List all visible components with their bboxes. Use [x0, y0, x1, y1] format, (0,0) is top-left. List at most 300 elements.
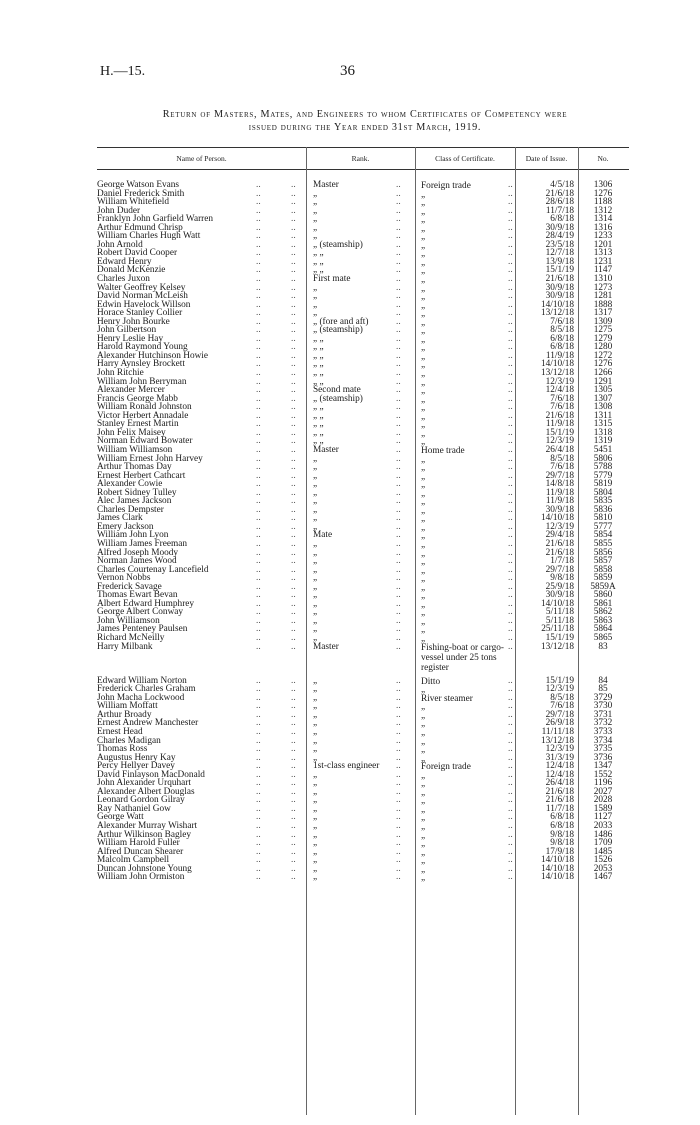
- rank-cell: „ „: [313, 350, 324, 361]
- certificate-number-cell: 1309: [593, 316, 613, 327]
- leader-dots: ..: [396, 291, 401, 302]
- certificate-number-cell: 5810: [593, 513, 613, 524]
- leader-dots: ..: [396, 265, 401, 276]
- person-name: John Felix Maisey: [97, 427, 166, 438]
- date-of-issue-cell: 14/10/18: [540, 872, 574, 883]
- leader-dots: ..: [508, 496, 513, 507]
- certificate-number-cell: 5862: [593, 607, 613, 618]
- leader-dots: ..: [291, 744, 296, 755]
- date-of-issue-cell: 29/7/18: [545, 564, 574, 575]
- rank-cell: „ „: [313, 359, 324, 370]
- certificate-class-cell: „: [421, 864, 426, 875]
- certificate-class-cell: „: [421, 360, 426, 371]
- certificate-class-cell: „: [421, 292, 426, 303]
- certificate-class-cell: Ditto: [421, 676, 441, 687]
- person-name: Edwin Havelock Willson: [97, 299, 191, 310]
- certificate-class-cell: „: [421, 317, 426, 328]
- leader-dots: ..: [508, 838, 513, 849]
- leader-dots: ..: [508, 752, 513, 763]
- leader-dots: ..: [508, 521, 513, 532]
- person-name: William Williamson: [97, 444, 173, 455]
- certificate-class-cell: „: [421, 275, 426, 286]
- leader-dots: ..: [508, 872, 513, 883]
- person-name: Alexander Hutchinson Howie: [97, 350, 209, 361]
- rank-cell: „: [313, 496, 318, 507]
- rank-cell: „ „: [313, 342, 324, 353]
- person-name: Charles Dempster: [97, 504, 164, 515]
- leader-dots: ..: [291, 205, 296, 216]
- leader-dots: ..: [396, 479, 401, 490]
- leader-dots: ..: [291, 350, 296, 361]
- leader-dots: ..: [508, 350, 513, 361]
- leader-dots: ..: [508, 504, 513, 515]
- rank-cell: „: [313, 556, 318, 567]
- certificate-number-cell: 1315: [593, 419, 613, 430]
- leader-dots: ..: [396, 316, 401, 327]
- rank-cell: „: [313, 718, 318, 729]
- date-of-issue-cell: 12/3/19: [545, 376, 574, 387]
- leader-dots: ..: [256, 786, 261, 797]
- certificate-number-cell: 1552: [593, 769, 613, 780]
- certificate-number-cell: 5779: [593, 470, 613, 481]
- leader-dots: ..: [291, 325, 296, 336]
- leader-dots: ..: [396, 632, 401, 643]
- rank-cell: „ „: [313, 419, 324, 430]
- person-name: Henry Leslie Hay: [97, 333, 164, 344]
- leader-dots: ..: [291, 256, 296, 267]
- rank-cell: „: [313, 470, 318, 481]
- leader-dots: ..: [256, 624, 261, 635]
- leader-dots: ..: [256, 359, 261, 370]
- person-name: Frederick Charles Graham: [97, 684, 196, 695]
- rank-cell: „: [313, 744, 318, 755]
- date-of-issue-cell: 1/7/18: [550, 556, 574, 567]
- leader-dots: ..: [396, 410, 401, 421]
- date-of-issue-cell: 14/10/18: [540, 598, 574, 609]
- person-name: Horace Stanley Collier: [97, 308, 183, 319]
- person-name: Augustus Henry Kay: [97, 752, 176, 763]
- date-of-issue-cell: 21/6/18: [545, 795, 574, 806]
- rank-cell: „: [313, 504, 318, 515]
- leader-dots: ..: [508, 299, 513, 310]
- leader-dots: ..: [256, 872, 261, 883]
- rank-cell: „ „: [313, 376, 324, 387]
- leader-dots: ..: [396, 274, 401, 285]
- certificate-class-cell: „: [421, 386, 426, 397]
- person-name: John Williamson: [97, 615, 160, 626]
- certificate-class-cell: „: [421, 565, 426, 576]
- date-of-issue-cell: 25/11/18: [541, 624, 574, 635]
- leader-dots: ..: [256, 846, 261, 857]
- leader-dots: ..: [256, 821, 261, 832]
- certificate-class-cell: „: [421, 514, 426, 525]
- person-name: Harry Aynsley Brockett: [97, 359, 185, 370]
- certificate-number-cell: 2028: [593, 795, 613, 806]
- leader-dots: ..: [256, 368, 261, 379]
- leader-dots: ..: [256, 752, 261, 763]
- leader-dots: ..: [291, 846, 296, 857]
- certificate-number-cell: 1305: [593, 385, 613, 396]
- leader-dots: ..: [291, 282, 296, 293]
- certificate-class-cell: „: [421, 847, 426, 858]
- certificate-number-cell: 1467: [593, 872, 613, 883]
- date-of-issue-cell: 14/10/18: [540, 855, 574, 866]
- leader-dots: ..: [291, 778, 296, 789]
- leader-dots: ..: [508, 419, 513, 430]
- date-of-issue-cell: 7/6/18: [550, 462, 574, 473]
- leader-dots: ..: [508, 624, 513, 635]
- certificate-number-cell: 5451: [593, 444, 613, 455]
- leader-dots: ..: [291, 863, 296, 874]
- leader-dots: ..: [256, 727, 261, 737]
- leader-dots: ..: [256, 479, 261, 490]
- column-header-date: Date of Issue.: [525, 154, 568, 163]
- rank-cell: „: [313, 863, 318, 874]
- rank-cell: „: [313, 222, 318, 233]
- leader-dots: ..: [291, 436, 296, 447]
- certificate-class-cell: Fishing-boat or cargo-vessel under 25 tons register: [421, 642, 504, 673]
- leader-dots: ..: [256, 684, 261, 695]
- leader-dots: ..: [256, 761, 261, 772]
- certificate-number-cell: 1485: [593, 846, 613, 857]
- leader-dots: ..: [291, 402, 296, 413]
- person-name: Henry John Bourke: [97, 316, 170, 327]
- leader-dots: ..: [291, 222, 296, 233]
- date-of-issue-cell: 13/9/18: [545, 256, 574, 267]
- leader-dots: ..: [291, 709, 296, 720]
- rank-cell: 1st-class engineer: [313, 761, 380, 772]
- date-of-issue-cell: 14/8/18: [545, 479, 574, 490]
- date-of-issue-cell: 5/11/18: [545, 607, 574, 618]
- leader-dots: ..: [396, 299, 401, 310]
- leader-dots: ..: [291, 684, 296, 695]
- date-of-issue-cell: 12/3/19: [545, 684, 574, 695]
- person-name: Robert Sidney Tulley: [97, 487, 177, 498]
- leader-dots: ..: [508, 282, 513, 293]
- leader-dots: ..: [396, 624, 401, 635]
- certificate-class-cell: „: [421, 787, 426, 798]
- person-name: David Finlayson MacDonald: [97, 769, 205, 780]
- certificate-class-cell: „: [421, 240, 426, 251]
- date-of-issue-cell: 12/4/18: [545, 385, 574, 396]
- leader-dots: ..: [256, 214, 261, 225]
- date-of-issue-cell: 6/8/18: [550, 821, 574, 832]
- leader-dots: ..: [291, 479, 296, 490]
- leader-dots: ..: [396, 641, 401, 652]
- rank-cell: „: [313, 632, 318, 643]
- person-name: Charles Courtenay Lancefield: [97, 564, 209, 575]
- person-name: Arthur Thomas Day: [97, 462, 172, 473]
- column-header-name: Name of Person.: [176, 154, 227, 163]
- leader-dots: ..: [291, 538, 296, 549]
- certificate-number-cell: 3729: [593, 692, 613, 703]
- leader-dots: ..: [396, 180, 401, 190]
- rank-cell: „ „: [313, 265, 324, 276]
- leader-dots: ..: [396, 752, 401, 763]
- leader-dots: ..: [396, 376, 401, 387]
- leader-dots: ..: [291, 521, 296, 532]
- leader-dots: ..: [291, 359, 296, 370]
- leader-dots: ..: [396, 803, 401, 814]
- leader-dots: ..: [508, 684, 513, 695]
- rank-cell: „: [313, 590, 318, 601]
- person-name: Richard McNeilly: [97, 632, 165, 643]
- rank-cell: „: [313, 513, 318, 524]
- rank-cell: „: [313, 598, 318, 609]
- leader-dots: ..: [291, 214, 296, 225]
- date-of-issue-cell: 15/1/19: [545, 427, 574, 438]
- leader-dots: ..: [291, 180, 296, 190]
- date-of-issue-cell: 13/12/18: [540, 308, 574, 319]
- leader-dots: ..: [508, 581, 513, 592]
- leader-dots: ..: [256, 205, 261, 216]
- certificate-class-cell: „: [421, 608, 426, 619]
- rank-cell: „: [313, 624, 318, 635]
- rank-cell: „: [313, 692, 318, 703]
- date-of-issue-cell: 9/8/18: [550, 829, 574, 840]
- certificate-number-cell: 1266: [593, 368, 613, 379]
- person-name: Percy Hellyer Davey: [97, 761, 175, 772]
- rank-cell: „: [313, 778, 318, 789]
- certificate-class-cell: „: [421, 505, 426, 516]
- leader-dots: ..: [291, 718, 296, 729]
- certificate-number-cell: 3733: [593, 727, 613, 737]
- certificate-number-cell: 5777: [593, 521, 613, 532]
- certificate-number-cell: 3736: [593, 752, 613, 763]
- certificate-number-cell: 1281: [593, 291, 613, 302]
- leader-dots: ..: [508, 803, 513, 814]
- certificate-class-cell: „: [421, 206, 426, 217]
- person-name: James Penteney Paulsen: [97, 624, 188, 635]
- leader-dots: ..: [508, 462, 513, 473]
- person-name: Harold Raymond Young: [97, 342, 188, 353]
- certificate-number-cell: 1318: [593, 427, 613, 438]
- leader-dots: ..: [256, 829, 261, 840]
- rank-cell: „: [313, 308, 318, 319]
- leader-dots: ..: [291, 299, 296, 310]
- rank-cell: „ „: [313, 248, 324, 259]
- leader-dots: ..: [291, 368, 296, 379]
- leader-dots: ..: [508, 735, 513, 746]
- leader-dots: ..: [396, 812, 401, 823]
- rank-cell: Second mate: [313, 385, 361, 396]
- leader-dots: ..: [291, 556, 296, 567]
- rank-cell: „: [313, 675, 318, 686]
- date-of-issue-cell: 15/1/19: [545, 675, 574, 686]
- certificate-class-cell: „: [421, 685, 426, 696]
- certificate-class-cell: „: [421, 437, 426, 448]
- leader-dots: ..: [291, 427, 296, 438]
- rank-cell: „ „: [313, 410, 324, 421]
- leader-dots: ..: [508, 701, 513, 712]
- date-of-issue-cell: 6/8/18: [550, 333, 574, 344]
- leader-dots: ..: [256, 265, 261, 276]
- certificate-class-cell: „: [421, 343, 426, 354]
- date-of-issue-cell: 12/3/19: [545, 436, 574, 447]
- leader-dots: ..: [508, 590, 513, 601]
- certificate-table-body: [0, 181, 700, 882]
- column-header-class: Class of Certificate.: [435, 154, 495, 163]
- leader-dots: ..: [291, 453, 296, 464]
- certificate-number-cell: 1308: [593, 402, 613, 413]
- date-of-issue-cell: 29/7/18: [545, 709, 574, 720]
- person-name: Ernest Head: [97, 727, 143, 737]
- certificate-number-cell: 1589: [593, 803, 613, 814]
- rank-cell: „ (steamship): [313, 239, 363, 250]
- date-of-issue-cell: 13/12/18: [540, 368, 574, 379]
- leader-dots: ..: [256, 709, 261, 720]
- leader-dots: ..: [291, 573, 296, 584]
- date-of-issue-cell: 8/5/18: [550, 453, 574, 464]
- leader-dots: ..: [256, 855, 261, 866]
- certificate-class-cell: Foreign trade: [421, 762, 471, 773]
- leader-dots: ..: [291, 641, 296, 652]
- person-name: William Ernest John Harvey: [97, 453, 203, 464]
- certificate-class-cell: „: [421, 548, 426, 559]
- person-name: William Harold Fuller: [97, 838, 180, 849]
- leader-dots: ..: [508, 795, 513, 806]
- person-name: Alfred Joseph Moody: [97, 547, 179, 558]
- date-of-issue-cell: 21/6/18: [545, 188, 574, 199]
- rank-cell: „: [313, 769, 318, 780]
- leader-dots: ..: [291, 855, 296, 866]
- date-of-issue-cell: 14/10/18: [540, 299, 574, 310]
- leader-dots: ..: [508, 325, 513, 336]
- certificate-class-cell: „: [421, 813, 426, 824]
- leader-dots: ..: [508, 479, 513, 490]
- leader-dots: ..: [508, 709, 513, 720]
- person-name: Edward Henry: [97, 256, 152, 267]
- leader-dots: ..: [256, 718, 261, 729]
- leader-dots: ..: [291, 701, 296, 712]
- date-of-issue-cell: 21/6/18: [545, 786, 574, 797]
- certificate-number-cell: 1273: [593, 282, 613, 293]
- certificate-number-cell: 1201: [593, 239, 613, 250]
- certificate-number-cell: 1319: [593, 436, 613, 447]
- leader-dots: ..: [508, 359, 513, 370]
- leader-dots: ..: [396, 530, 401, 541]
- certificate-class-cell: Foreign trade: [421, 181, 471, 191]
- leader-dots: ..: [396, 598, 401, 609]
- date-of-issue-cell: 8/5/18: [550, 692, 574, 703]
- rank-cell: „: [313, 214, 318, 225]
- leader-dots: ..: [396, 282, 401, 293]
- leader-dots: ..: [396, 359, 401, 370]
- person-name: Victor Herbert Annadale: [97, 410, 189, 421]
- leader-dots: ..: [396, 581, 401, 592]
- leader-dots: ..: [396, 675, 401, 686]
- rank-cell: „ (fore and aft): [313, 316, 369, 327]
- rank-cell: „: [313, 462, 318, 473]
- date-of-issue-cell: 11/7/18: [545, 205, 574, 216]
- leader-dots: ..: [256, 188, 261, 199]
- leader-dots: ..: [291, 265, 296, 276]
- leader-dots: ..: [508, 538, 513, 549]
- person-name: John Duder: [97, 205, 141, 216]
- person-name: Francis George Mabb: [97, 393, 178, 404]
- leader-dots: ..: [508, 530, 513, 541]
- certificate-class-cell: „: [421, 334, 426, 345]
- leader-dots: ..: [396, 521, 401, 532]
- leader-dots: ..: [256, 299, 261, 310]
- certificate-number-cell: 3735: [593, 744, 613, 755]
- rank-cell: „: [313, 752, 318, 763]
- leader-dots: ..: [291, 812, 296, 823]
- person-name: Arthur Broady: [97, 709, 152, 720]
- certificate-number-cell: 3731: [593, 709, 613, 720]
- leader-dots: ..: [396, 427, 401, 438]
- leader-dots: ..: [256, 444, 261, 455]
- leader-dots: ..: [508, 342, 513, 353]
- leader-dots: ..: [396, 197, 401, 208]
- leader-dots: ..: [508, 641, 513, 652]
- person-name: Charles Madigan: [97, 735, 161, 746]
- certificate-number-cell: 1280: [593, 342, 613, 353]
- date-of-issue-cell: 11/9/18: [545, 496, 574, 507]
- leader-dots: ..: [256, 180, 261, 190]
- person-name: Daniel Frederick Smith: [97, 188, 185, 199]
- leader-dots: ..: [396, 453, 401, 464]
- leader-dots: ..: [508, 188, 513, 199]
- date-of-issue-cell: 7/6/18: [550, 402, 574, 413]
- leader-dots: ..: [256, 436, 261, 447]
- certificate-class-cell: „: [421, 770, 426, 781]
- leader-dots: ..: [256, 197, 261, 208]
- person-name: Alexander Mercer: [97, 385, 165, 396]
- certificate-number-cell: 1888: [593, 299, 613, 310]
- certificate-class-cell: „: [421, 189, 426, 200]
- certificate-class-cell: „: [421, 369, 426, 380]
- leader-dots: ..: [256, 632, 261, 643]
- leader-dots: ..: [396, 308, 401, 319]
- document-reference: H.—15.: [100, 64, 146, 79]
- table-top-rule: [97, 147, 629, 148]
- leader-dots: ..: [508, 718, 513, 729]
- leader-dots: ..: [396, 684, 401, 695]
- date-of-issue-cell: 12/4/18: [545, 769, 574, 780]
- certificate-class-cell: „: [421, 830, 426, 841]
- person-name: Alexander Albert Douglas: [97, 786, 195, 797]
- table-title-line-2: issued during the Year ended 31st March, 1919.: [248, 122, 482, 133]
- certificate-number-cell: 1291: [593, 376, 613, 387]
- certificate-class-cell: „: [421, 198, 426, 209]
- certificate-class-cell: „: [421, 616, 426, 627]
- leader-dots: ..: [508, 376, 513, 387]
- certificate-number-cell: 1233: [593, 231, 613, 242]
- leader-dots: ..: [396, 564, 401, 575]
- leader-dots: ..: [256, 342, 261, 353]
- certificate-class-cell: „: [421, 480, 426, 491]
- date-of-issue-cell: 11/11/18: [541, 727, 574, 737]
- leader-dots: ..: [256, 675, 261, 686]
- rank-cell: „: [313, 453, 318, 464]
- date-of-issue-cell: 14/10/18: [540, 513, 574, 524]
- certificate-number-cell: 1312: [593, 205, 613, 216]
- certificate-number-cell: 1311: [593, 410, 613, 421]
- leader-dots: ..: [508, 487, 513, 498]
- date-of-issue-cell: 9/8/18: [550, 838, 574, 849]
- leader-dots: ..: [256, 419, 261, 430]
- date-of-issue-cell: 12/7/18: [545, 248, 574, 259]
- table-row: [0, 873, 700, 882]
- leader-dots: ..: [291, 385, 296, 396]
- person-name: Charles Juxon: [97, 274, 150, 285]
- date-of-issue-cell: 15/1/19: [545, 265, 574, 276]
- leader-dots: ..: [396, 333, 401, 344]
- leader-dots: ..: [256, 641, 261, 652]
- certificate-number-cell: 5864: [593, 624, 613, 635]
- date-of-issue-cell: 30/9/18: [545, 291, 574, 302]
